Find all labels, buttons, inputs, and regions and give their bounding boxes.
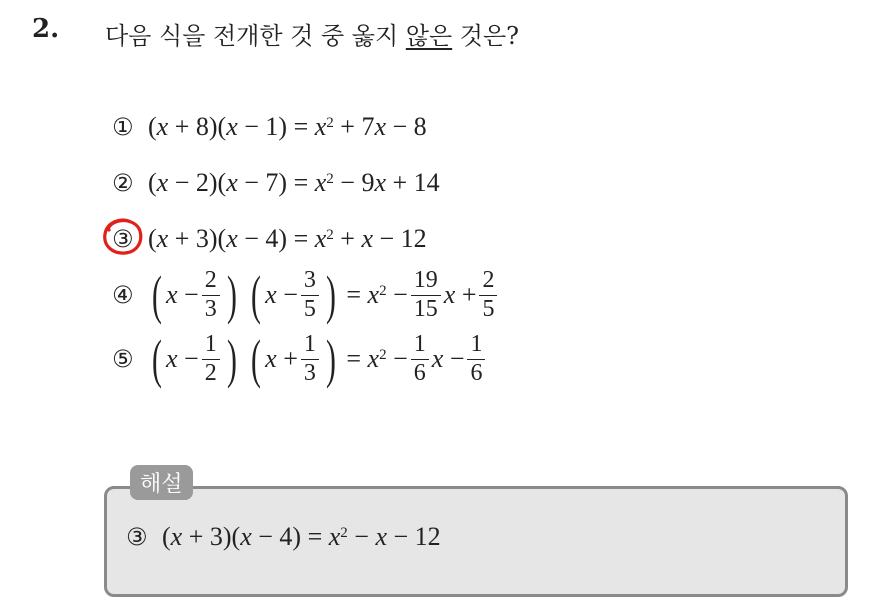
choice-3[interactable] (112, 224, 427, 254)
question-text-underlined: 않은 (405, 22, 453, 50)
choice-3-equation: ( x + 3)( x − 4) = x $^2$ + x − 12 (148, 224, 427, 253)
red-circle-mark-icon (101, 216, 145, 258)
choice-3-marker: ③ (112, 225, 134, 253)
choice-5[interactable] (112, 329, 488, 389)
question-number: 2. (32, 14, 60, 44)
choice-2-marker: ② (112, 169, 134, 197)
solution-label: 해설 (130, 465, 193, 500)
choice-4[interactable] (112, 265, 500, 325)
question-text-before: 다음 식을 전개한 것 중 옳지 (105, 22, 406, 50)
choice-5-marker: ⑤ (112, 345, 134, 373)
choice-4-marker: ④ (112, 281, 134, 309)
solution-marker: ③ (126, 523, 148, 551)
choice-4-equation: ( x − $\frac{2}{3}$ ) ( x − $\frac{3}{5}$ ) = x $^2$ − $\frac{19}{15}$ x + $\frac{2}{5}$ (148, 268, 500, 322)
choice-1[interactable] (112, 112, 427, 142)
choice-2[interactable] (112, 168, 440, 198)
choice-1-marker: ① (112, 113, 134, 141)
choice-2-equation: ( x − 2)( x − 7) = x $^2$ − 9 x + 14 (148, 168, 440, 197)
question-text-after: 것은? (452, 22, 520, 50)
choice-5-equation: ( x − $\frac{1}{2}$ ) ( x + $\frac{1}{3}$ ) = x $^2$ − $\frac{1}{6}$ x − $\frac{1}{6}$ (148, 332, 488, 386)
choice-1-equation: ( x + 8)( x − 1) = x $^2$ + 7 x − 8 (148, 112, 427, 141)
solution-equation: ( x + 3)( x − 4) = x $^2$ − x − 12 (162, 522, 441, 551)
solution-text (126, 522, 441, 552)
question-text (105, 16, 519, 51)
